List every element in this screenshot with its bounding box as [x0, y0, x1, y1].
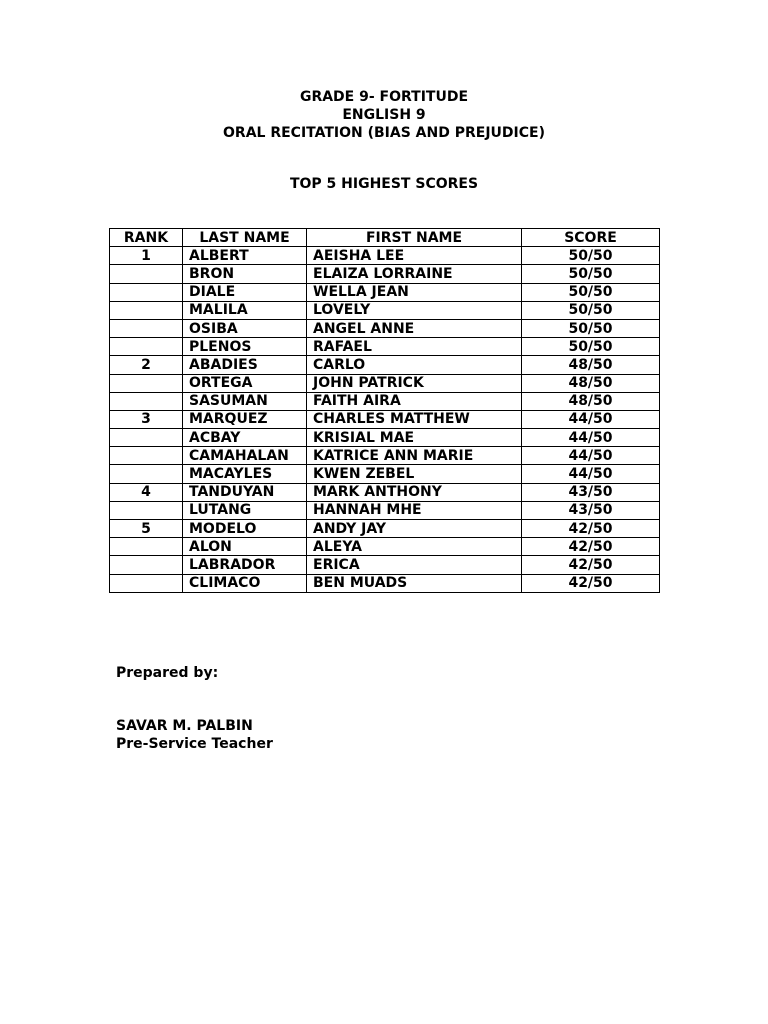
- last-name-cell: MODELO: [183, 520, 307, 538]
- score-cell: 43/50: [522, 483, 660, 501]
- score-cell: 44/50: [522, 447, 660, 465]
- last-name-cell: TANDUYAN: [183, 483, 307, 501]
- first-name-cell: ELAIZA LORRAINE: [307, 265, 522, 283]
- last-name-cell: OSIBA: [183, 319, 307, 337]
- table-row: [110, 356, 660, 374]
- table-row: [110, 392, 660, 410]
- signatory-name: SAVAR M. PALBIN: [116, 718, 253, 734]
- column-header-score: SCORE: [522, 229, 660, 247]
- last-name-cell: ALON: [183, 538, 307, 556]
- document-header: [0, 88, 768, 142]
- last-name-cell: ALBERT: [183, 247, 307, 265]
- rank-cell: [110, 429, 183, 447]
- column-header-first-name: FIRST NAME: [307, 229, 522, 247]
- rank-cell: 2: [110, 356, 183, 374]
- table-row: [110, 465, 660, 483]
- rank-cell: [110, 392, 183, 410]
- score-cell: 50/50: [522, 247, 660, 265]
- rank-cell: [110, 374, 183, 392]
- table-row: [110, 410, 660, 428]
- first-name-cell: ANDY JAY: [307, 520, 522, 538]
- first-name-cell: CARLO: [307, 356, 522, 374]
- first-name-cell: ERICA: [307, 556, 522, 574]
- first-name-cell: CHARLES MATTHEW: [307, 410, 522, 428]
- header-class: GRADE 9- FORTITUDE: [299, 89, 469, 105]
- last-name-cell: LUTANG: [183, 501, 307, 519]
- scores-table: [109, 228, 660, 593]
- score-cell: 48/50: [522, 374, 660, 392]
- column-header-rank: RANK: [110, 229, 183, 247]
- table-row: [110, 483, 660, 501]
- table-row: [110, 247, 660, 265]
- last-name-cell: MALILA: [183, 301, 307, 319]
- score-cell: 44/50: [522, 429, 660, 447]
- last-name-cell: PLENOS: [183, 338, 307, 356]
- first-name-cell: WELLA JEAN: [307, 283, 522, 301]
- score-cell: 50/50: [522, 338, 660, 356]
- rank-cell: 1: [110, 247, 183, 265]
- score-cell: 42/50: [522, 538, 660, 556]
- first-name-cell: MARK ANTHONY: [307, 483, 522, 501]
- rank-cell: [110, 574, 183, 592]
- last-name-cell: LABRADOR: [183, 556, 307, 574]
- table-row: [110, 556, 660, 574]
- column-header-last-name: LAST NAME: [183, 229, 307, 247]
- rank-cell: [110, 556, 183, 574]
- last-name-cell: DIALE: [183, 283, 307, 301]
- first-name-cell: AEISHA LEE: [307, 247, 522, 265]
- first-name-cell: KRISIAL MAE: [307, 429, 522, 447]
- table-row: [110, 538, 660, 556]
- score-cell: 50/50: [522, 301, 660, 319]
- table-row: [110, 447, 660, 465]
- first-name-cell: KATRICE ANN MARIE: [307, 447, 522, 465]
- score-cell: 42/50: [522, 556, 660, 574]
- rank-cell: [110, 319, 183, 337]
- first-name-cell: FAITH AIRA: [307, 392, 522, 410]
- rank-cell: [110, 301, 183, 319]
- table-row: [110, 338, 660, 356]
- last-name-cell: ABADIES: [183, 356, 307, 374]
- last-name-cell: CLIMACO: [183, 574, 307, 592]
- first-name-cell: LOVELY: [307, 301, 522, 319]
- table-header-row: [110, 229, 660, 247]
- rank-cell: 5: [110, 520, 183, 538]
- table-row: [110, 319, 660, 337]
- rank-cell: 3: [110, 410, 183, 428]
- score-cell: 44/50: [522, 465, 660, 483]
- table-row: [110, 265, 660, 283]
- rank-cell: [110, 338, 183, 356]
- last-name-cell: MARQUEZ: [183, 410, 307, 428]
- score-cell: 48/50: [522, 356, 660, 374]
- table-row: [110, 574, 660, 592]
- last-name-cell: ORTEGA: [183, 374, 307, 392]
- last-name-cell: CAMAHALAN: [183, 447, 307, 465]
- prepared-by-label: Prepared by:: [116, 665, 219, 681]
- rank-cell: [110, 538, 183, 556]
- rank-cell: [110, 465, 183, 483]
- last-name-cell: SASUMAN: [183, 392, 307, 410]
- score-cell: 42/50: [522, 574, 660, 592]
- score-cell: 50/50: [522, 283, 660, 301]
- last-name-cell: ACBAY: [183, 429, 307, 447]
- last-name-cell: MACAYLES: [183, 465, 307, 483]
- score-cell: 50/50: [522, 319, 660, 337]
- rank-cell: [110, 265, 183, 283]
- score-cell: 48/50: [522, 392, 660, 410]
- rank-cell: [110, 501, 183, 519]
- score-cell: 50/50: [522, 265, 660, 283]
- first-name-cell: RAFAEL: [307, 338, 522, 356]
- signature-block: [116, 717, 273, 753]
- header-subject: ENGLISH 9: [342, 107, 426, 123]
- first-name-cell: BEN MUADS: [307, 574, 522, 592]
- last-name-cell: BRON: [183, 265, 307, 283]
- table-row: [110, 501, 660, 519]
- score-cell: 44/50: [522, 410, 660, 428]
- rank-cell: [110, 447, 183, 465]
- score-cell: 42/50: [522, 520, 660, 538]
- table-row: [110, 374, 660, 392]
- first-name-cell: KWEN ZEBEL: [307, 465, 522, 483]
- table-title: TOP 5 HIGHEST SCORES: [289, 176, 479, 192]
- table-row: [110, 520, 660, 538]
- first-name-cell: ANGEL ANNE: [307, 319, 522, 337]
- table-row: [110, 301, 660, 319]
- signatory-title: Pre-Service Teacher: [116, 736, 273, 752]
- rank-cell: 4: [110, 483, 183, 501]
- first-name-cell: HANNAH MHE: [307, 501, 522, 519]
- first-name-cell: JOHN PATRICK: [307, 374, 522, 392]
- first-name-cell: ALEYA: [307, 538, 522, 556]
- table-row: [110, 429, 660, 447]
- rank-cell: [110, 283, 183, 301]
- score-cell: 43/50: [522, 501, 660, 519]
- table-row: [110, 283, 660, 301]
- header-activity: ORAL RECITATION (BIAS AND PREJUDICE): [223, 125, 545, 141]
